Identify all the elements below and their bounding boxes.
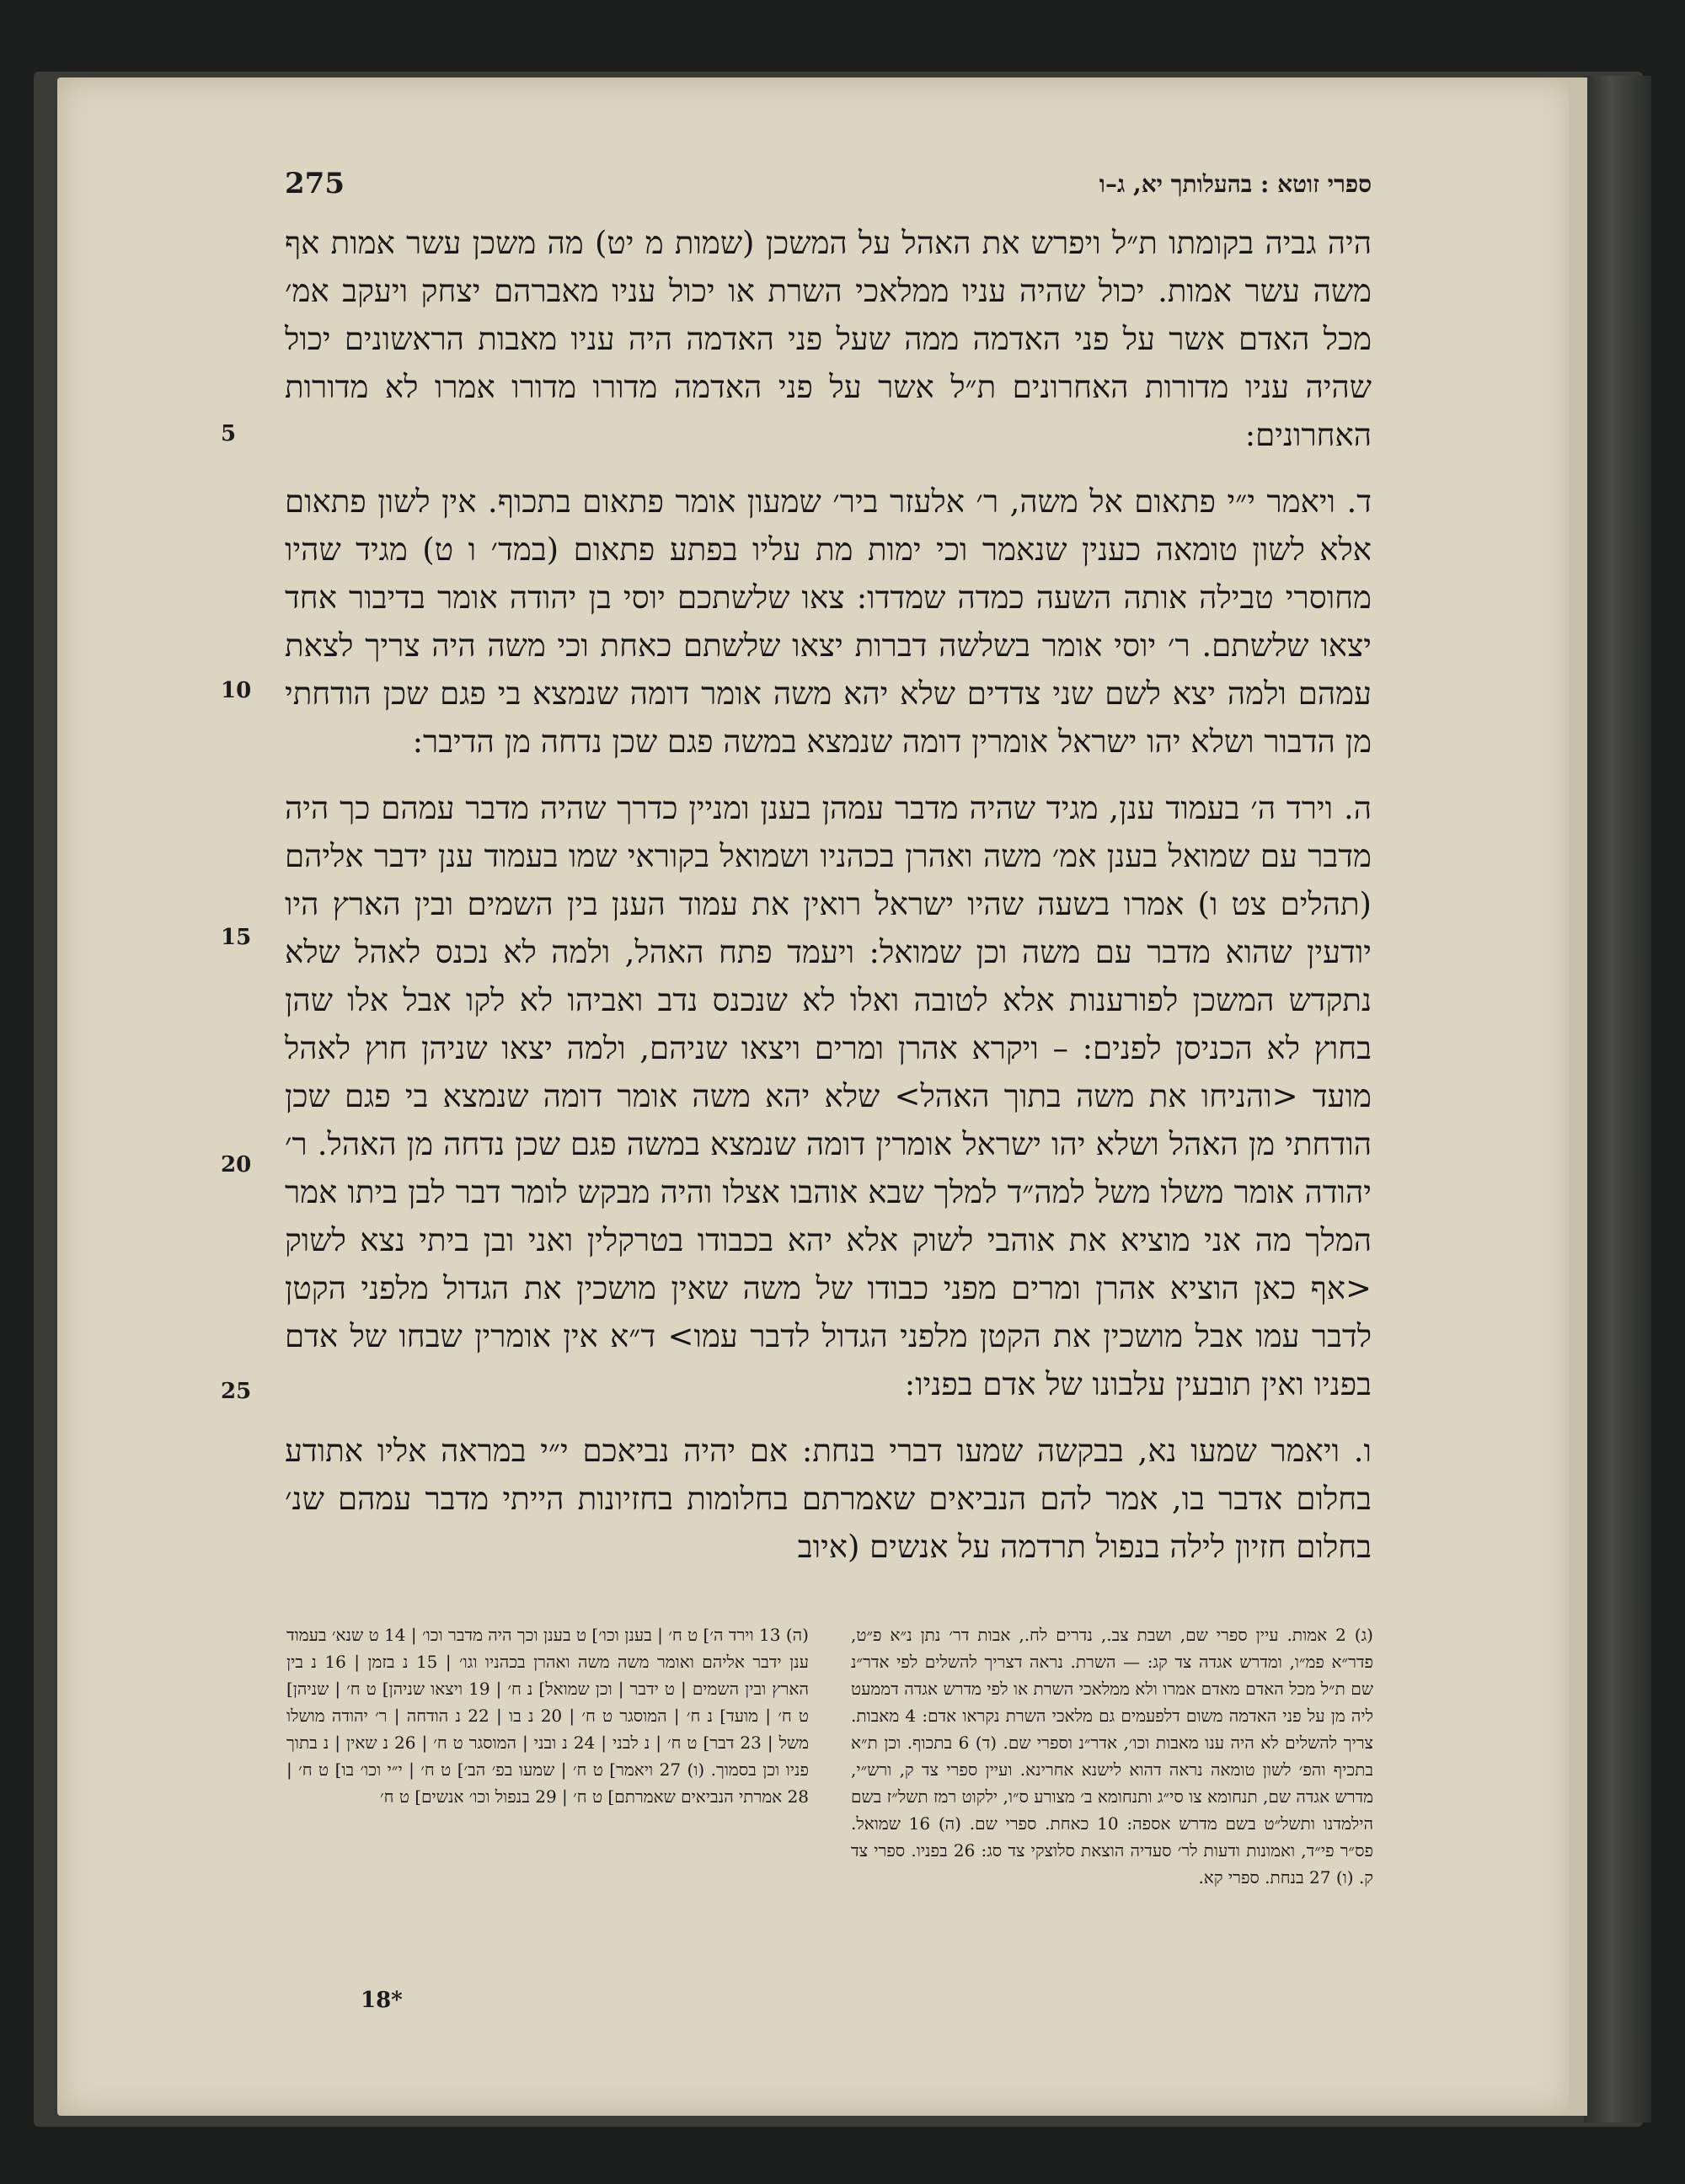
- paragraph: ד. ויאמר י״י פתאום אל משה, ר׳ אלעזר ביר׳ שמעון אומר פתאום בתכוף. אין לשון פתאום אלא לשון טומאה כענין שנאמר וכי ימות מת עליו בפתע פתאום (במד׳ ו ט) מגיד שהיו מחוסרי טבילה אותה השעה כמדה שמדדו: צאו שלשתכם יוסי בן יהודה אומר בדיבור אחד יצאו שלשתם. ר׳ יוסי אומר בשלשה דברות יצאו שלשתם כאחת וכי משה היה צריך לצאת עמהם ולמה יצא לשם שני צדדים שלא יהא משה אומר דומה שנמצא בי פגם שכן הודחתי מן הדבור ושלא יהו ישראל אומרין דומה שנמצא במשה פגם שכן נדחה מן הדיבר:: [285, 483, 1372, 760]
- footnotes-variants: (ה) 13 וירד ה׳] ט ח׳ | בענן וכו׳] ט בענן וכך היה מדבר וכו׳ | 14 ט שנא׳ בעמוד ענן ידבר אליהם ואומר משה משה ואהרן בכהניו וגו׳ | 15 נ בזמן | 16 נ בין הארץ ובין השמים | ט ידבר | וכן שמואל] נ ח׳ | 19 ויצאו שניהן] ט ח׳ | שניהן] ט ח׳ | מועד] נ ח׳ | המוסגר ט ח׳ | 20 נ בו | 22 נ הודחה | ר׳ יהודה מושלו משל | 23 דבר] ט ח׳ | נ לבני | 24 נ ובני | המוסגר ט ח׳ | 26 נ שאין | נ בתוך פניו וכן בסמוך. (ו) 27 ויאמר] ט ח׳ | שמעו בפ׳ הב׳] ט ח׳ | י״י וכו׳ בו] ט ח׳ | 28 אמרתי הנביאים שאמרתם] ט ח׳ | 29 בנפול וכו׳ אנשים] ט ח׳: [286, 1625, 809, 1807]
- signature-mark: 18*: [361, 1988, 403, 2013]
- line-number: 20: [221, 1152, 252, 1177]
- running-head: ספרי זוטא : בהעלותך יא, ג–ו: [1099, 170, 1372, 198]
- line-number: 15: [221, 925, 252, 950]
- page-number: 275: [285, 167, 345, 200]
- paragraph: ו. ויאמר שמעו נא, בבקשה שמעו דברי בנחת: אם יהיה נביאכם י״י במראה אליו אתודע בחלום אדבר בו, אמר להם הנביאים שאמרתם בחלומות בחזיונות הייתי מדבר עמהם שנ׳ בחלום חזיון לילה בנפול תרדמה על אנשים (איוב: [285, 1433, 1372, 1565]
- footnotes-sources: (ג) 2 אמות. עיין ספרי שם, ושבת צב., נדרים לח., אבות דר׳ נתן נ״א פ״ט, פדר״א פמ״ו, ומדרש אגדה צד קג: — השרת. נראה דצריך להשלים לפי אדר״נ שם ת״ל מכל האדם מאדם אמרו ולא ממלאכי השרת או לפי מדרש אגדה דממעט ליה מן על פני האדמה משום דלפעמים גם מלאכי השרת נקראו אדם: 4 מאבות. צריך להשלים לא היה ענו מאבות וכו׳, אדר״נ וספרי שם. (ד) 6 בתכוף. וכן ת״א בתכיף והפ׳ לשון טומאה נראה דהוא לישנא אחרינא. ועיין ספרי צד ק, ורש״י, מדרש אגדה שם, תנחומא צו סי״ג ותנחומא ב׳ מצורע ס״ו, ילקוט רמז תשל״ז בשם הילמדנו ותשל״ט בשם מדרש אספה: 10 כאחת. ספרי שם. (ה) 16 שמואל. פס״ר פי״ד, ואמונות ודעות לר׳ סעדיה הוצאת סלוצקי צד סג: 26 בפניו. ספרי צד ק. (ו) 27 בנחת. ספרי קא.: [851, 1625, 1374, 1888]
- page-edge: [1569, 77, 1587, 2116]
- main-text: [285, 219, 1372, 1571]
- paragraph: היה גביה בקומתו ת״ל ויפרש את האהל על המשכן (שמות מ יט) מה משכן עשר אמות אף משה עשר אמות. יכול שהיה עניו ממלאכי השרת או יכול עניו מאברהם יצחק ויעקב אמ׳ מכל האדם אשר על פני האדמה ממה שעל פני האדמה היה עניו מאבות הראשונים יכול שהיה עניו מדורות האחרונים ת״ל אשר על פני האדמה מדורו מדורו אמרו לא מדורות האחרונים:: [285, 225, 1372, 453]
- paragraph: ה. וירד ה׳ בעמוד ענן, מגיד שהיה מדבר עמהן בענן ומניין כדרך שהיה מדבר עמהם כך היה מדבר עם שמואל בענן אמ׳ משה ואהרן בכהניו ושמואל בקוראי שמו בעמוד ענן ידבר אליהם (תהלים צט ו) אמרו בשעה שהיו ישראל רואין את עמוד הענן בין השמים ובין הארץ היו יודעין שהוא מדבר עם משה וכן שמואל: ויעמד פתח האהל, ולמה לא נכנס לאהל שלא נתקדש המשכן לפורענות אלא לטובה ואלו לא שנכנס נדב ואביהו לא לקו אבל אלו שהן בחוץ לא הכניסן לפנים: – ויקרא אהרן ומרים ויצאו שניהם, ולמה יצאו שניהן חוץ לאהל מועד <והניחו את משה בתוך האהל> שלא יהא משה אומר דומה שנמצא בי פגם שכן הודחתי מן האהל ושלא יהו ישראל אומרין דומה שנמצא במשה פגם שכן נדחה מן האהל. ר׳ יהודה אומר משלו משל למה״ד למלך שבא אוהבו אצלו והיה מבקש לומר דבר לבן ביתו אמר המלך מה אני מוציא את אוהבי לשוק אלא יהא בכבודו בטרקלין ואני ובן ביתי נצא לשוק <אף כאן הוציא אהרן ומרים מפני כבודו של משה שאין מושכין את הגדול מלפני הקטן לדבר עמו אבל מושכין את הקטן מלפני הגדול לדבר עמו> ד״א אין אומרין שבחו של אדם בפניו ואין תובעין עלבונו של אדם בפניו:: [285, 790, 1372, 1402]
- page-header: [285, 167, 1372, 209]
- line-number: 25: [221, 1379, 252, 1404]
- line-number: 10: [221, 678, 252, 703]
- book-spine: [1584, 76, 1651, 2123]
- line-number: 5: [221, 421, 237, 446]
